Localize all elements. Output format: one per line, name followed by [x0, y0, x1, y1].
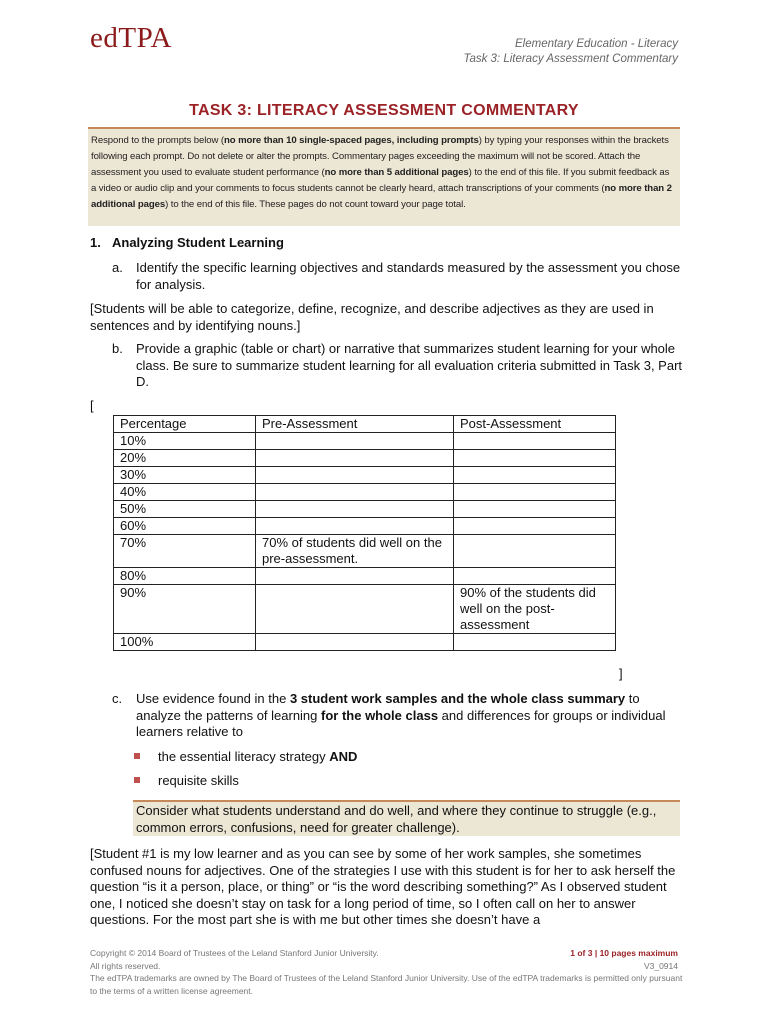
- table-cell[interactable]: [256, 467, 454, 484]
- prompt-c-bold-2: for the whole class: [321, 707, 439, 723]
- table-cell[interactable]: [454, 450, 616, 467]
- table-header-cell: Percentage: [114, 416, 256, 433]
- table-cell[interactable]: 20%: [114, 450, 256, 467]
- table-cell[interactable]: [454, 634, 616, 651]
- prompt-b-text: Provide a graphic (table or chart) or narrative that summarizes student learning for your whole class. Be sure to summarize student learning for all evaluation criteria submitted in Task 3, Part D.: [136, 341, 683, 389]
- instr-bold-3: no more than 2 additional pages: [91, 183, 672, 210]
- footer-copyright-line: Copyright © 2014 Board of Trustees of the Leland Stanford Junior University.: [90, 948, 379, 958]
- header-subject: Elementary Education - Literacy: [515, 38, 678, 50]
- table-row: [114, 568, 616, 585]
- table-cell[interactable]: 70%: [114, 535, 256, 568]
- table-cell[interactable]: [454, 518, 616, 535]
- table-cell[interactable]: [256, 484, 454, 501]
- page-count: 1 of 3 | 10 pages maximum: [570, 948, 678, 958]
- response-a[interactable]: [Students will be able to categorize, define, recognize, and describe adjectives as they are used in sentences and by identifying nouns.]: [90, 301, 654, 333]
- table-cell[interactable]: [454, 501, 616, 518]
- prompt-c-bold-1: 3 student work samples and the whole class summary: [289, 691, 626, 706]
- table-cell[interactable]: 50%: [114, 501, 256, 518]
- prompt-c: [112, 691, 684, 741]
- table-cell[interactable]: [256, 585, 454, 634]
- table-cell[interactable]: [454, 535, 616, 568]
- table-header-row: [114, 416, 616, 433]
- table-cell[interactable]: [256, 433, 454, 450]
- open-bracket: [: [90, 398, 94, 413]
- table-cell[interactable]: 100%: [114, 634, 256, 651]
- prompt-a-label: a.: [112, 260, 123, 275]
- table-cell[interactable]: 10%: [114, 433, 256, 450]
- table-row: [114, 535, 616, 568]
- summary-table: [113, 415, 616, 651]
- table-cell[interactable]: 90%: [114, 585, 256, 634]
- instr-text-1: Respond to the prompts below (: [91, 135, 224, 146]
- header-task: Task 3: Literacy Assessment Commentary: [463, 53, 678, 65]
- prompt-a: [112, 260, 684, 293]
- instr-bold-2: no more than 5 additional pages: [324, 167, 469, 178]
- running-header: [463, 37, 678, 67]
- response-c[interactable]: [Student #1 is my low learner and as you can see by some of her work samples, she sometimes confused nouns for adjectives. One of the strategies I use with this student is for her to ask herself the question “is it a person, place, or thing” or “is the word describing something?” As I observed student one, I noticed she doesn’t stay on task for a long period of time, so I often call on her to answer questions. For the most part she is with me but other times she doesn’t have a: [90, 846, 676, 927]
- prompt-a-text: Identify the specific learning objectives and standards measured by the assessment you chose for analysis.: [136, 260, 681, 292]
- table-cell[interactable]: 80%: [114, 568, 256, 585]
- table-row: [114, 433, 616, 450]
- table-row: [114, 484, 616, 501]
- prompt-c-text-1: Use evidence found in the: [136, 691, 290, 706]
- version-code: V3_0914: [643, 960, 678, 971]
- section-heading: [90, 235, 284, 250]
- bullet-1-bold: AND: [329, 749, 358, 764]
- table-cell[interactable]: 70% of students did well on the pre-assessment.: [256, 535, 454, 568]
- instr-text-2: ) by typing your responses within the brackets following each prompt. Do not delete or alter the prompts. Commentary pages exceeding the maximum will not be scored. Attach the assessment you used to evaluate student performance (: [91, 135, 669, 178]
- bullet-2-text: requisite skills: [158, 773, 239, 788]
- prompt-c-text-3: and differences for groups or individual learners relative to: [136, 707, 666, 739]
- table-cell[interactable]: 90% of the students did well on the post-assessment: [454, 585, 616, 634]
- table-cell[interactable]: [256, 501, 454, 518]
- section-number: 1.: [90, 235, 101, 250]
- footer-pagination: [570, 947, 678, 972]
- instr-bold-1: no more than 10 single-spaced pages, including prompts: [224, 135, 479, 146]
- consider-box: Consider what students understand and do well, and where they continue to struggle (e.g., common errors, confusions, need for greater challenge).: [133, 800, 680, 836]
- table-cell[interactable]: 30%: [114, 467, 256, 484]
- table-cell[interactable]: [454, 484, 616, 501]
- table-row: [114, 467, 616, 484]
- footer-trademark: The edTPA trademarks are owned by The Board of Trustees of the Leland Stanford Junior University. Use of the edTPA trademarks is permitted only pursuant to the terms of a written license agreement.: [90, 973, 683, 996]
- table-cell[interactable]: [256, 450, 454, 467]
- footer-rights: All rights reserved.: [90, 960, 161, 971]
- page-title: TASK 3: LITERACY ASSESSMENT COMMENTARY: [189, 102, 579, 119]
- prompt-c-text-2: to analyze the patterns of learning: [136, 691, 640, 723]
- table-cell[interactable]: [256, 518, 454, 535]
- table-row: [114, 634, 616, 651]
- close-bracket: ]: [619, 666, 623, 681]
- prompt-c-label: c.: [112, 691, 123, 706]
- table-cell[interactable]: 40%: [114, 484, 256, 501]
- table-cell[interactable]: [454, 568, 616, 585]
- table-row: [114, 585, 616, 634]
- table-cell[interactable]: [454, 467, 616, 484]
- bullet-square-icon: [134, 753, 140, 759]
- prompt-b: [112, 341, 684, 391]
- instr-text-3: ) to the end of this file. If you submit feedback as a video or audio clip and your comments to focus students cannot be clearly heard, attach transcriptions of your comments (: [91, 167, 670, 194]
- table-cell[interactable]: [256, 568, 454, 585]
- table-header-cell: Pre-Assessment: [256, 416, 454, 433]
- edtpa-logo: edTPA: [90, 22, 172, 54]
- bullet-1-text: the essential literacy strategy: [158, 749, 330, 764]
- table-row: [114, 501, 616, 518]
- instructions-box: [88, 127, 680, 226]
- table-cell[interactable]: [454, 433, 616, 450]
- prompt-b-label: b.: [112, 341, 123, 356]
- table-cell[interactable]: 60%: [114, 518, 256, 535]
- bullet-square-icon: [134, 777, 140, 783]
- table-cell[interactable]: [256, 634, 454, 651]
- instr-text-4: ) to the end of this file. These pages do not count toward your page total.: [165, 199, 466, 210]
- table-row: [114, 518, 616, 535]
- table-row: [114, 450, 616, 467]
- table-header-cell: Post-Assessment: [454, 416, 616, 433]
- section-title: Analyzing Student Learning: [112, 235, 284, 250]
